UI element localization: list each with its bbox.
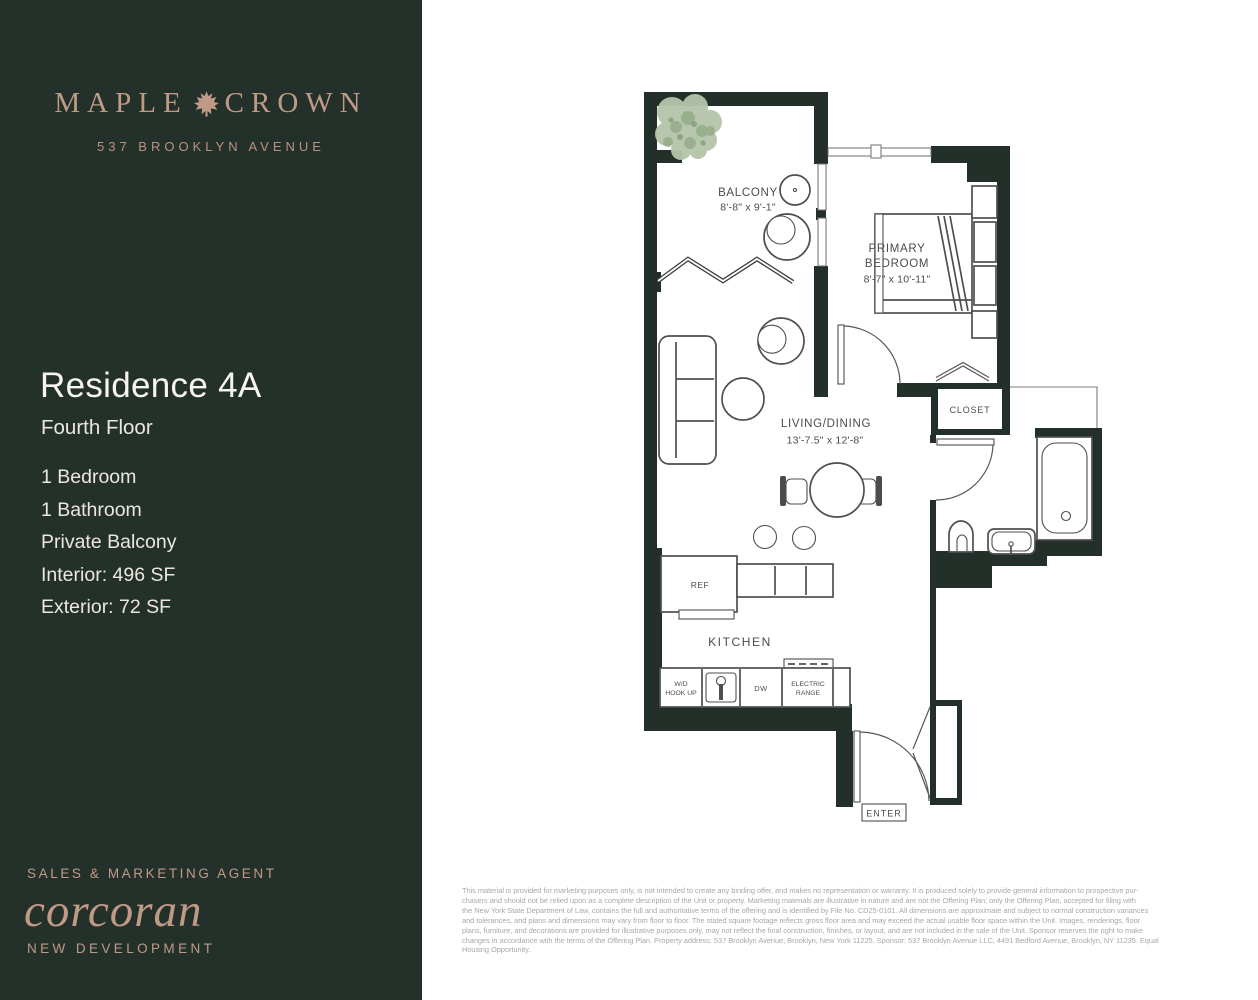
residence-title: Residence 4A [40,366,262,405]
disclaimer-line: and tolerances, and plans and dimensions may vary from floor to floor. The stated square footage reflects gross floor area and may exceed the actual usable floor space within the Unit. Images, renderings, floor [462,915,1141,925]
legal-disclaimer [462,886,1240,955]
floor-plan [620,80,1120,840]
brand-sidebar [0,0,422,1000]
agent-label: SALES & MARKETING AGENT [27,866,277,881]
disclaimer-line: Housing Opportunity. [462,945,531,955]
brand-logo [0,87,422,120]
sink-kitchen-icon [706,673,736,702]
enter-tag [862,804,906,821]
wd-label-2: HOOK UP [665,690,697,697]
range-label-1: ELECTRIC [791,681,825,688]
alcove-edge [1010,387,1097,428]
disclaimer-line: plans, furniture, and decorations are provided for illustrative purposes only, may not reflect the final construction, finishes, or layout, and are not included in the sale of the Unit. Sponsor reserves the right to make [462,925,1143,935]
enter-label: ENTER [866,808,902,819]
balcony-folding-door-icon [658,259,793,282]
bedroom-dims: 8'-7" x 10'-11" [863,273,931,286]
balcony-label: BALCONY [718,187,778,199]
disclaimer-line: chasers and should not be relied upon as a complete description of the Unit or property. Marketing materials are illustrative in nature and are not the Offering Plan; only the Offering Plan, accepted for filing with [462,895,1136,905]
entry-closet-interior [936,706,957,798]
balcony-dims: 8'-8" x 9'-1" [720,201,776,214]
bathroom-fixtures [949,437,1092,554]
disclaimer-line: changes in accordance with the terms of the Offering Plan. Property address: 537 Brooklyn Avenue, Brooklyn, New York 11225. Sponsor: 537 Brooklyn Avenue LLC, 4491 Bedford Avenue, Brooklyn, NY 11235. Equal [462,935,1159,945]
agent-sublabel: NEW DEVELOPMENT [27,941,216,956]
wd-label-1: W/D [674,681,688,688]
brand-name-right: CROWN [224,87,368,119]
toilet-bowl [957,535,967,551]
residence-floor: Fourth Floor [41,416,153,439]
ref-label: REF [690,580,710,590]
maple-leaf-icon [193,90,220,117]
dw-label: DW [754,684,768,693]
bedroom-door-icon [838,325,900,384]
living-dims: 13'-7.5" x 12'-8" [786,434,864,447]
feature-balcony: Private Balcony [41,531,177,554]
closet-label: CLOSET [949,405,991,415]
sink-icon [988,529,1035,554]
residence-features [41,461,176,624]
feature-exterior: Exterior: 72 SF [41,596,172,619]
bedroom-label-2: BEDROOM [864,258,930,270]
range-label-2: RANGE [795,690,821,697]
corcoran-logo: corcoran [24,885,203,937]
brand-name-left: MAPLE [54,87,188,119]
bedroom-label-1: PRIMARY [868,243,926,255]
disclaimer-line: This material is provided for marketing purposes only, is not intended to create any binding offer, and makes no representation or warranty. It is produced solely to provide general information to prospective pur- [462,886,1139,895]
feature-interior: Interior: 496 SF [41,563,176,586]
bathroom-door-icon [936,439,994,500]
disclaimer-line: the New York State Department of Law, contains the full and authoritative terms of the offering and is identified by File No. CD25-0101. All dimensions are approximate and subject to normal construction variances [462,905,1149,915]
kitchen-label: KITCHEN [708,635,772,649]
brand-address: 537 BROOKLYN AVENUE [97,139,325,154]
bedroom-closet-doors-icon [936,363,989,382]
living-label: LIVING/DINING [780,418,872,430]
feature-bedrooms: 1 Bedroom [41,466,137,488]
feature-bathrooms: 1 Bathroom [41,498,142,521]
